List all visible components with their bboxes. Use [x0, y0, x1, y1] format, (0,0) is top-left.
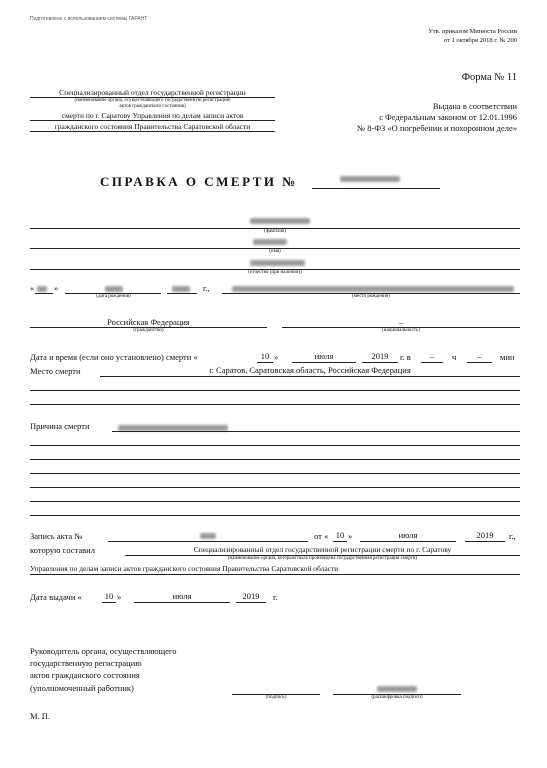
issued-line-2: с Федеральным законом от 12.01.1996 [379, 112, 517, 122]
organ-line-3: гражданского состояния Правительства Саратовской области [54, 122, 251, 131]
composed-caption: (наименование органа, которым была произведена государственная регистрация смерти) [227, 556, 418, 561]
organ-line-2: смерти по г. Саратову Управления по делам записи актов [61, 111, 244, 120]
decode-caption: (расшифровка подписи) [371, 695, 423, 700]
issue-year: 2019 [242, 591, 260, 601]
nationality-caption: (национальность) [382, 328, 420, 333]
death-year-label: г. в [400, 352, 411, 362]
signature-caption: (подпись) [265, 695, 287, 700]
act-year: 2019 [476, 530, 494, 540]
composed-label: которую составил [30, 545, 95, 555]
act-number-redacted [200, 533, 216, 539]
stamp-place: М. П. [30, 711, 51, 721]
birth-quote-open: « [30, 283, 35, 293]
birth-quote-close: » [54, 283, 59, 293]
patronymic-caption: (отчество (при наличии)) [248, 270, 302, 275]
death-place-value: г. Саратов, Саратовская область, Российская Федерация [209, 365, 411, 375]
composed-value-2: Управления по делам записи актов гражданского состояния Правительства Саратовской области [30, 564, 339, 573]
name-redacted [253, 239, 287, 245]
death-place-label: Место смерти [30, 366, 81, 376]
death-minutes-label: мин [500, 352, 515, 362]
act-year-label: г., [509, 531, 516, 541]
death-hours: – [429, 351, 435, 361]
birth-month-redacted [105, 286, 123, 292]
act-quote-close: » [348, 531, 353, 541]
issued-line-1: Выдана в соответствии [432, 101, 517, 111]
act-label: Запись акта № [30, 531, 83, 541]
act-day: 10 [335, 530, 345, 540]
death-hours-label: ч [452, 352, 457, 362]
signer-line-4: (уполномоченный работник) [30, 683, 134, 693]
signer-line-1: Руководитель органа, осуществляющего [30, 646, 177, 656]
death-year: 2019 [371, 351, 389, 361]
surname-redacted [250, 218, 310, 224]
composed-value: Специализированный отдел государственной регистрации смерти по г. Саратову [193, 545, 452, 554]
issue-year-label: г. [273, 592, 278, 602]
birth-place-caption: (место рождения) [352, 294, 390, 299]
act-month: июля [398, 530, 418, 540]
approval-line-2: от 1 октября 2018 г. № 200 [443, 37, 517, 44]
birth-year-suffix: г., [203, 283, 210, 293]
act-date-prefix: от « [314, 531, 329, 541]
organ-caption-1: (наименование органа, осуществляющего государственную регистрацию [74, 98, 231, 103]
approval-line-1: Утв. приказом Минюста России [428, 28, 517, 35]
birth-day-redacted [37, 286, 47, 292]
patronymic-redacted [250, 260, 305, 266]
issued-line-3: № 8-ФЗ «О погребении и похоронном деле» [357, 123, 517, 133]
death-minutes: – [477, 351, 482, 361]
organ-caption-2: актов гражданского состояния) [119, 104, 186, 109]
document-title: СПРАВКА О СМЕРТИ № [100, 174, 298, 189]
citizenship-caption: (гражданство) [133, 328, 164, 333]
issue-day: 10 [104, 591, 114, 601]
signer-line-2: государственную регистрацию [30, 658, 142, 668]
cause-label: Причина смерти [30, 421, 90, 431]
issue-quote-close: » [117, 592, 122, 602]
surname-caption: (фамилия) [263, 229, 287, 234]
form-number: Форма № 11 [461, 72, 517, 83]
birth-year-redacted [172, 286, 190, 292]
death-day: 10 [260, 351, 270, 361]
certificate-number-redacted [340, 176, 400, 182]
citizenship-value: Российская Федерация [107, 317, 190, 327]
issue-date-label: Дата выдачи « [30, 592, 82, 602]
signer-line-3: актов гражданского состояния [30, 670, 140, 680]
name-caption: (имя) [269, 249, 281, 254]
birth-date-caption: (дата рождения) [96, 294, 131, 299]
birth-place-redacted [232, 286, 514, 292]
death-datetime-label: Дата и время (если оно установлено) смерти « [30, 352, 198, 362]
signer-name-redacted [377, 686, 417, 692]
issue-month: июля [172, 591, 192, 601]
nationality-value: – [398, 317, 404, 327]
organ-line-1: Специализированный отдел государственной регистрации [59, 88, 246, 97]
death-month: июля [314, 351, 334, 361]
death-quote-close: » [274, 352, 279, 362]
garant-note: Подготовлено с использованием системы ГАРАНТ [30, 16, 148, 22]
